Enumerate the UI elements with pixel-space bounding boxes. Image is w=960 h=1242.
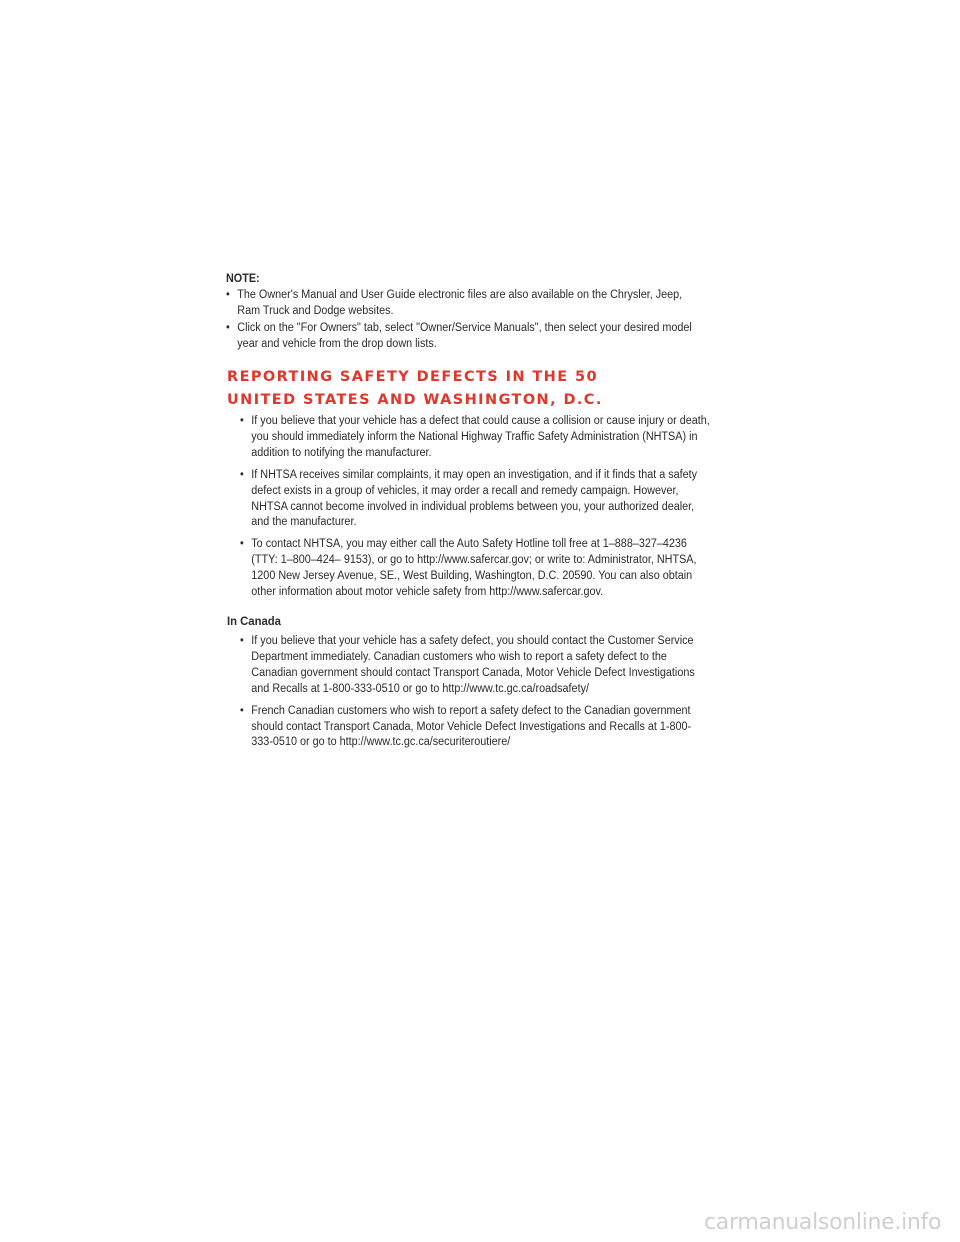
bullet-icon: • bbox=[240, 538, 244, 551]
note-item-text: Click on the "For Owners" tab, select "Owner/Service Manuals", then select your desired model year and vehicle from the drop down lists. bbox=[237, 321, 692, 350]
section-heading bbox=[227, 366, 747, 412]
us-safety-block bbox=[240, 414, 710, 607]
bullet-icon: • bbox=[240, 704, 244, 717]
note-item bbox=[226, 287, 696, 319]
section-heading-line2: UNITED STATES AND WASHINGTON, D.C. bbox=[227, 392, 603, 408]
note-block bbox=[226, 271, 696, 352]
section-heading-line1: REPORTING SAFETY DEFECTS IN THE 50 bbox=[227, 369, 598, 385]
canada-block bbox=[240, 634, 710, 757]
us-safety-list bbox=[240, 414, 710, 601]
canada-item bbox=[240, 634, 710, 698]
us-safety-item bbox=[240, 468, 710, 532]
bullet-icon: • bbox=[240, 635, 244, 647]
canada-heading: In Canada bbox=[227, 614, 281, 628]
bullet-icon: • bbox=[226, 321, 230, 334]
canada-item-text: If you believe that your vehicle has a safety defect, you should contact the Customer Service Department immediately. Canadian customers who wish to report a safety defect to the Canadian government should contact Transport Canada, Motor Vehicle Defect Investigations and Recalls at 1-800-333-0510 or go to http://www.tc.gc.ca/roadsafety/ bbox=[251, 635, 695, 695]
bullet-icon: • bbox=[226, 289, 230, 302]
note-title: NOTE: bbox=[226, 273, 260, 285]
watermark: carmanualsonline.info bbox=[704, 1210, 942, 1235]
bullet-icon: • bbox=[240, 468, 244, 481]
note-list bbox=[226, 287, 696, 352]
us-safety-item-text: If NHTSA receives similar complaints, it may open an investigation, and if it finds that a safety defect exists in a group of vehicles, it may order a recall and remedy campaign. However, NHTSA cannot become involved in individual problems between you, your authorized dealer, and the manufacturer. bbox=[251, 468, 698, 529]
canada-item-text: French Canadian customers who wish to report a safety defect to the Canadian government should contact Transport Canada, Motor Vehicle Defect Investigations and Recalls at 1-800-333-0510 or go to http://www.tc.gc.ca/securiteroutiere/ bbox=[251, 704, 692, 749]
us-safety-item bbox=[240, 414, 710, 462]
bullet-icon: • bbox=[240, 415, 244, 427]
us-safety-item-text: If you believe that your vehicle has a defect that could cause a collision or cause injury or death, you should immediately inform the National Highway Traffic Safety Administration (NHTSA) in addition to notifying the manufacturer. bbox=[251, 415, 710, 459]
us-safety-item-text: To contact NHTSA, you may either call the Auto Safety Hotline toll free at 1–888–327–4236 (TTY: 1–800–424– 9153), or go to http://www.safercar.gov; or write to: Administrator, NHTSA, 1200 New Jersey Avenue, SE., West Building, Washington, D.C. 20590. You can also obtain other information about motor vehicle safety from http://www.safercar.gov. bbox=[251, 538, 697, 599]
note-item-text: The Owner's Manual and User Guide electronic files are also available on the Chrysler, Jeep, Ram Truck and Dodge websites. bbox=[237, 289, 683, 318]
us-safety-item bbox=[240, 537, 710, 601]
note-item bbox=[226, 320, 696, 352]
canada-item bbox=[240, 704, 710, 752]
canada-list bbox=[240, 634, 710, 751]
